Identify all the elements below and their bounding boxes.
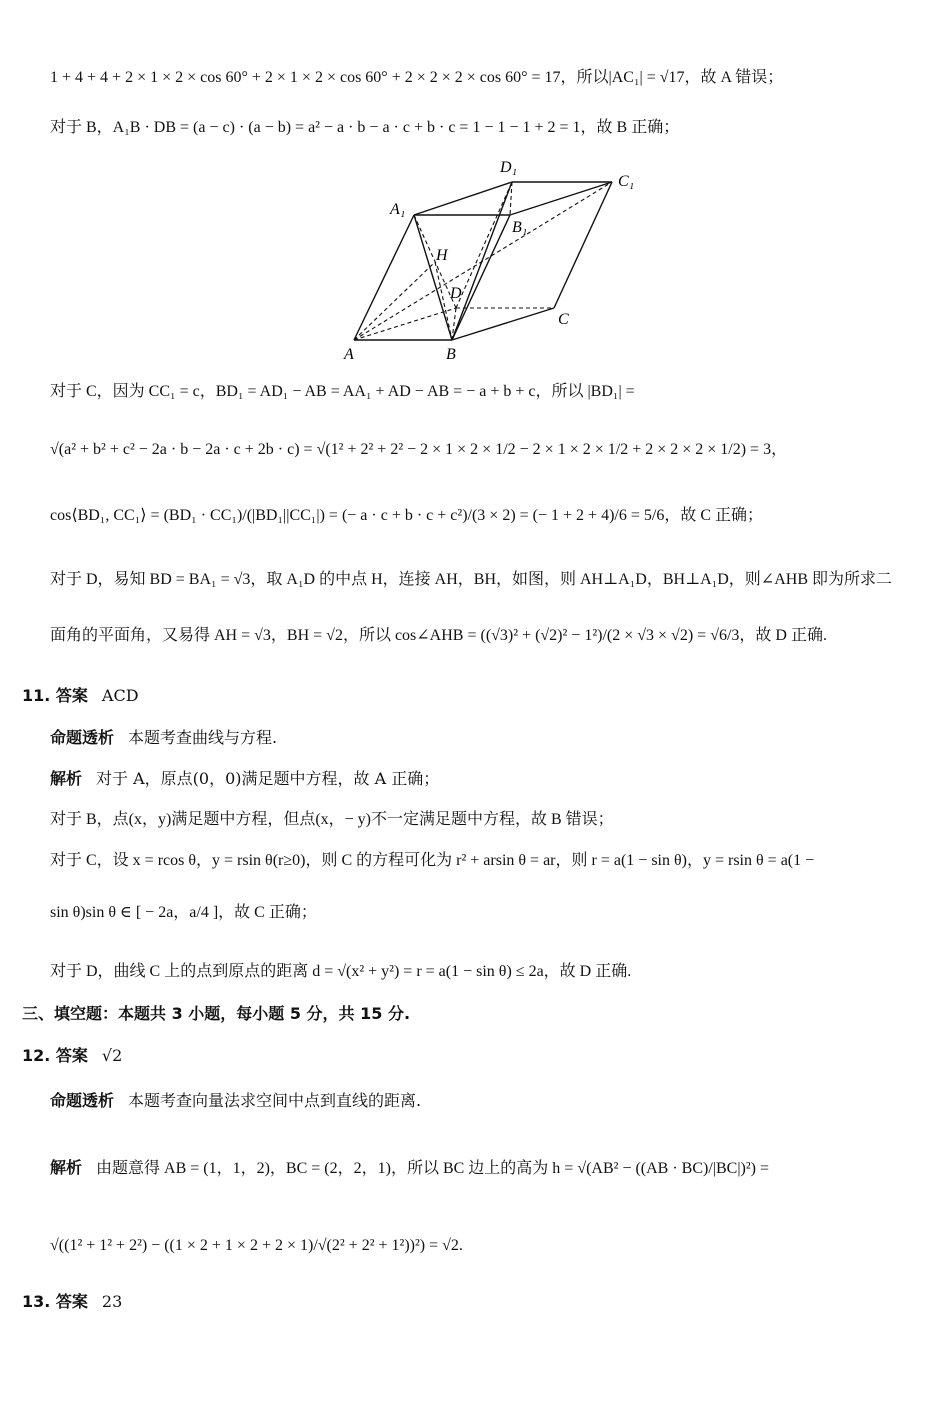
line-1: 1 + 4 + 4 + 2 × 1 × 2 × cos 60° + 2 × 1 × 2 × cos 60° + 2 × 2 × 2 × cos 60° = 17，所以|AC₁| = √17，故 A 错误； <box>50 69 784 86</box>
q11-a <box>50 769 439 788</box>
label-C1: C₁ <box>618 173 635 190</box>
dash-AH <box>354 262 435 340</box>
q12-line-1 <box>50 1158 769 1178</box>
edge-B1C1 <box>510 182 612 215</box>
dash-DD1 <box>456 182 512 308</box>
q11-b: 对于 B，点(x，y)满足题中方程，但点(x，− y)不一定满足题中方程，故 B 错误； <box>50 811 614 828</box>
q12-intent-tag: 命题透析 <box>50 1091 115 1110</box>
q11-c2: sin θ)sin θ ∈ [ − 2a，a/4 ]，故 C 正确； <box>50 904 317 921</box>
q11-header <box>22 686 139 705</box>
q12-header <box>22 1046 122 1065</box>
q11-number: 11. 答案 <box>22 686 88 705</box>
q12-intent-text: 本题考查向量法求空间中点到直线的距离. <box>128 1091 422 1110</box>
label-C: C <box>558 311 569 328</box>
q11-answer: ACD <box>101 686 139 705</box>
label-H: H <box>436 247 448 264</box>
q13-header <box>22 1292 122 1311</box>
q11-a-text: 对于 A，原点(0，0)满足题中方程，故 A 正确； <box>96 769 440 788</box>
q11-c1: 对于 C，设 x = rcos θ，y = rsin θ(r≥0)，则 C 的方程可化为 r² + arsin θ = ar，则 r = a(1 − sin θ)，y = rsin θ = a(1 − <box>50 852 815 869</box>
q11-intent-text: 本题考查曲线与方程. <box>128 728 278 747</box>
parallelepiped-figure <box>340 152 660 367</box>
line-2: 对于 B，A₁B · DB = (a − c) · (a − b) = a² − a · b − a · c + b · c = 1 − 1 − 1 + 2 = 1，故 B 正确； <box>50 119 680 136</box>
q11-intent-tag: 命题透析 <box>50 728 115 747</box>
label-A: A <box>344 346 354 363</box>
q13-answer: 23 <box>101 1292 123 1311</box>
label-B1: B₁ <box>512 219 528 236</box>
edge-BB1 <box>452 215 510 340</box>
q12-jx-tag: 解析 <box>50 1158 83 1177</box>
line-5: cos⟨BD₁, CC₁⟩ = (BD₁ · CC₁)/(|BD₁||CC₁|) = (− a · c + b · c + c²)/(3 × 2) = (− 1 + 2 + 4)/6 = 5/6，故 C 正确； <box>50 507 763 524</box>
line-6: 对于 D，易知 BD = BA₁ = √3，取 A₁D 的中点 H，连接 AH，BH，如图，则 AH⊥A₁D，BH⊥A₁D，则∠AHB 即为所求二 <box>50 571 892 588</box>
q13-number: 13. 答案 <box>22 1292 88 1311</box>
q12-intent <box>50 1091 421 1110</box>
q12-number: 12. 答案 <box>22 1046 88 1065</box>
label-A1: A₁ <box>390 201 406 218</box>
edge-CC1 <box>554 182 612 308</box>
q12-line-1-text: 由题意得 AB = (1，1，2)，BC = (2，2，1)，所以 BC 边上的高为 h = √(AB² − ((AB · BC)/|BC|)²) = <box>96 1160 770 1177</box>
edge-A1D1 <box>414 182 512 215</box>
edge-BC <box>452 308 554 340</box>
q11-jx-tag: 解析 <box>50 769 83 788</box>
q11-intent <box>50 728 277 747</box>
label-B: B <box>446 346 456 363</box>
line-4: √(a² + b² + c² − 2a · b − 2a · c + 2b · c) = √(1² + 2² + 2² − 2 × 1 × 2 × 1/2 − 2 × 1 × 2 × 1/2 + 2 × 2 × 2 × 1/2) = 3， <box>50 441 788 458</box>
edge-A1B <box>414 215 452 340</box>
q12-answer: √2 <box>101 1046 123 1065</box>
label-D: D <box>450 285 462 302</box>
label-D1: D₁ <box>500 159 518 176</box>
q11-d: 对于 D，曲线 C 上的点到原点的距离 d = √(x² + y²) = r = a(1 − sin θ) ≤ 2a，故 D 正确. <box>50 963 632 980</box>
q12-line-2: √((1² + 1² + 2²) − ((1 × 2 + 1 × 2 + 2 × 1)/√(2² + 2² + 1²))²) = √2. <box>50 1237 463 1254</box>
dash-AD <box>354 308 456 340</box>
line-7: 面角的平面角，又易得 AH = √3，BH = √2，所以 cos∠AHB = ((√3)² + (√2)² − 1²)/(2 × √3 × √2) = √6/3，故 D 正确. <box>50 627 827 644</box>
line-3: 对于 C，因为 CC₁ = c，BD₁ = AD₁ − AB = AA₁ + AD − AB = − a + b + c，所以 |BD₁| = <box>50 383 635 400</box>
section-3-title: 三、填空题：本题共 3 小题，每小题 5 分，共 15 分. <box>22 1004 411 1023</box>
